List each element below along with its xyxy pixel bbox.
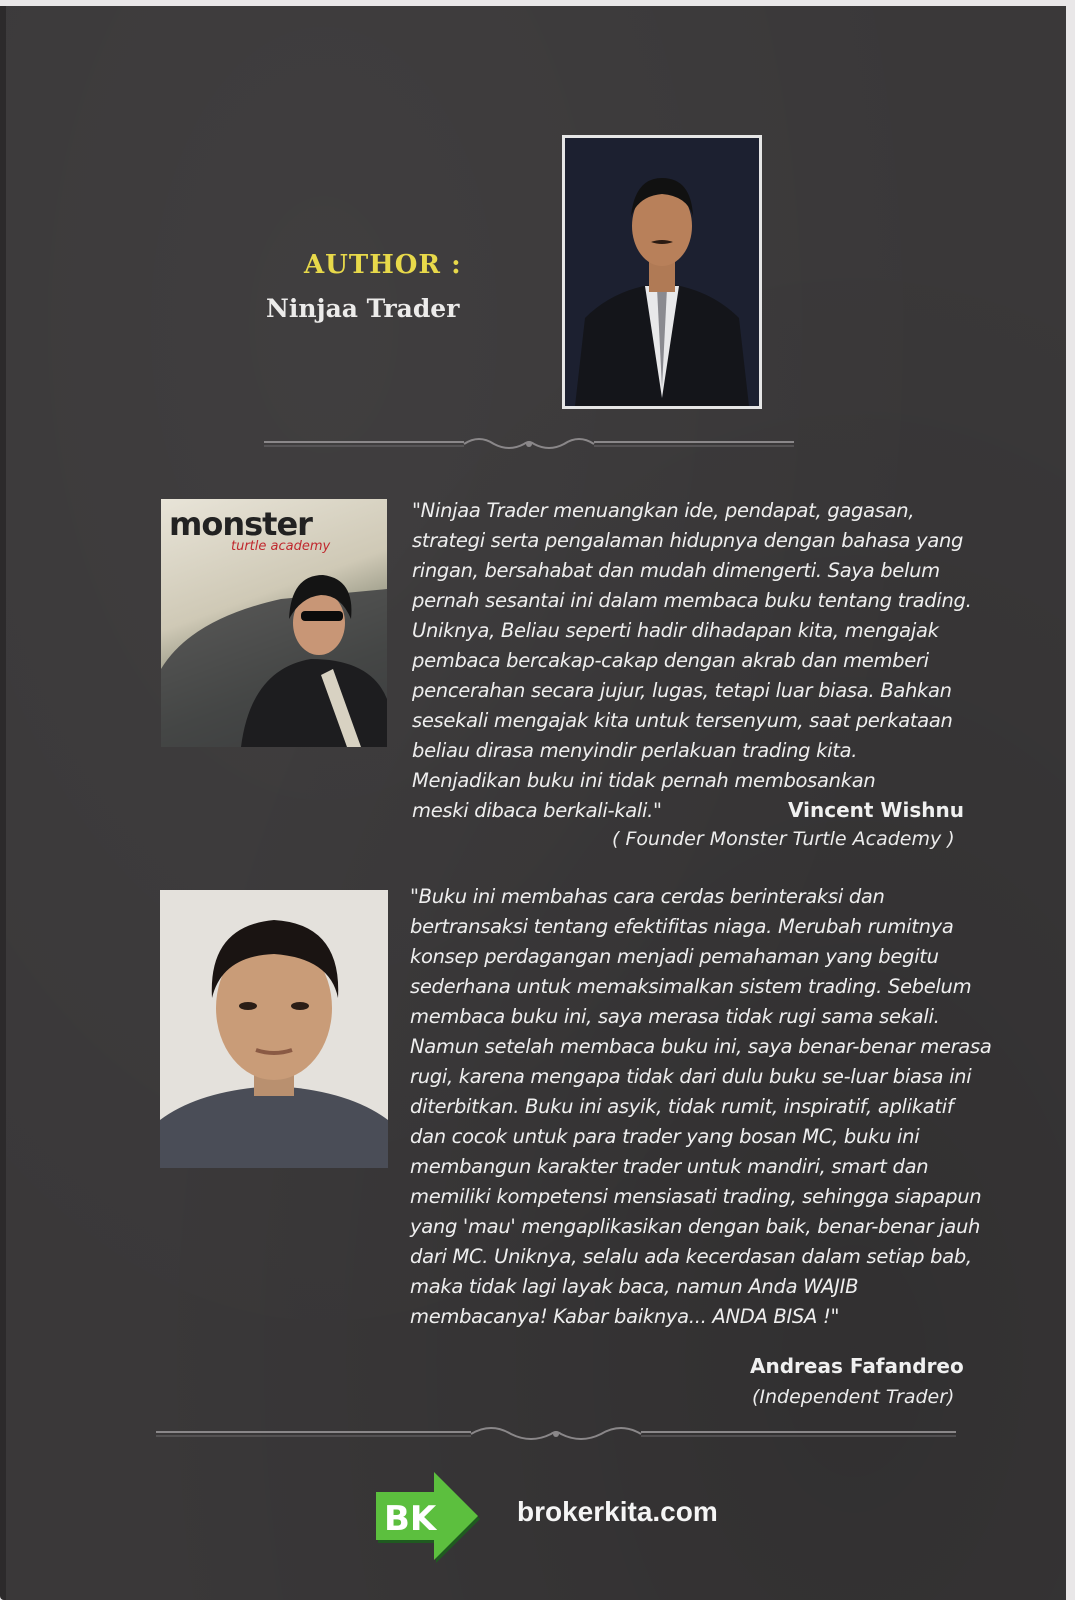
- ornament-divider-top: [264, 434, 794, 454]
- monster-logo-subtext: turtle academy: [231, 539, 331, 554]
- quote-line: "Ninjaa Trader menuangkan ide, pendapat, gagasan,: [412, 499, 915, 522]
- quote-line: beliau dirasa menyindir perlakuan trading kita.: [412, 739, 858, 762]
- testimonial-author-name: Vincent Wishnu: [788, 798, 964, 822]
- vincent-portrait-illustration: [161, 499, 387, 747]
- quote-line: membacanya! Kabar baiknya... ANDA BISA !": [410, 1305, 840, 1328]
- testimonial-photo-andreas: [160, 890, 388, 1168]
- monster-logo: monster: [169, 505, 312, 543]
- author-portrait-illustration: [565, 138, 759, 406]
- testimonial-author-role: (Independent Trader): [752, 1386, 955, 1408]
- quote-line: membangun karakter trader untuk mandiri, smart dan: [410, 1155, 929, 1178]
- quote-line: "Buku ini membahas cara cerdas berinteraksi dan: [410, 885, 885, 908]
- quote-line: rugi, karena mengapa tidak dari dulu buku se-luar biasa ini: [410, 1065, 972, 1088]
- ornament-divider-bottom: [156, 1424, 956, 1444]
- quote-line: konsep perdagangan menjadi pemahaman yang begitu: [410, 945, 939, 968]
- quote-line: pencerahan secara jujur, lugas, tetapi luar biasa. Bahkan: [412, 679, 952, 702]
- quote-line: yang 'mau' mengaplikasikan dengan baik, benar-benar jauh: [410, 1215, 981, 1238]
- testimonial-author-name: Andreas Fafandreo: [750, 1354, 964, 1378]
- website-url: brokerkita.com: [517, 1496, 718, 1527]
- brand-mark-text: BK: [384, 1499, 437, 1539]
- author-name: Ninjaa Trader: [266, 294, 460, 323]
- quote-line: memiliki kompetensi mensiasati trading, sehingga siapapun: [410, 1185, 982, 1208]
- quote-line: bertransaksi tentang efektifitas niaga. Merubah rumitnya: [410, 915, 954, 938]
- andreas-portrait-illustration: [160, 890, 388, 1168]
- quote-line: Uniknya, Beliau seperti hadir dihadapan kita, mengajak: [412, 619, 939, 642]
- brokerkita-logo: [372, 1466, 482, 1566]
- quote-line: dan cocok untuk para trader yang bosan MC, buku ini: [410, 1125, 920, 1148]
- testimonial-quote-1: [412, 496, 1012, 826]
- quote-line: pernah sesantai ini dalam membaca buku tentang trading.: [412, 589, 972, 612]
- quote-line: Menjadikan buku ini tidak pernah membosankan: [412, 769, 876, 792]
- quote-line: ringan, bersahabat dan mudah dimengerti. Saya belum: [412, 559, 940, 582]
- quote-line: maka tidak lagi layak baca, namun Anda WAJIB: [410, 1275, 859, 1298]
- quote-line: sesekali mengajak kita untuk tersenyum, saat perkataan: [412, 709, 953, 732]
- quote-line: membaca buku ini, saya merasa tidak rugi sama sekali.: [410, 1005, 940, 1028]
- quote-line: strategi serta pengalaman hidupnya dengan bahasa yang: [412, 529, 964, 552]
- author-label: AUTHOR :: [304, 250, 462, 280]
- quote-line: pembaca bercakap-cakap dengan akrab dan memberi: [412, 649, 929, 672]
- quote-line: Namun setelah membaca buku ini, saya benar-benar merasa: [410, 1035, 992, 1058]
- testimonial-photo-vincent: [161, 499, 387, 747]
- book-back-cover: [0, 6, 1066, 1600]
- quote-line: sederhana untuk memaksimalkan sistem trading. Sebelum: [410, 975, 972, 998]
- testimonial-quote-2: [410, 882, 1030, 1332]
- quote-line: diterbitkan. Buku ini asyik, tidak rumit, inspiratif, aplikatif: [410, 1095, 954, 1118]
- quote-line: meski dibaca berkali-kali.": [412, 799, 662, 822]
- testimonial-author-role: ( Founder Monster Turtle Academy ): [612, 828, 955, 850]
- quote-line: dari MC. Uniknya, selalu ada kecerdasan dalam setiap bab,: [410, 1245, 972, 1268]
- author-photo: [562, 135, 762, 409]
